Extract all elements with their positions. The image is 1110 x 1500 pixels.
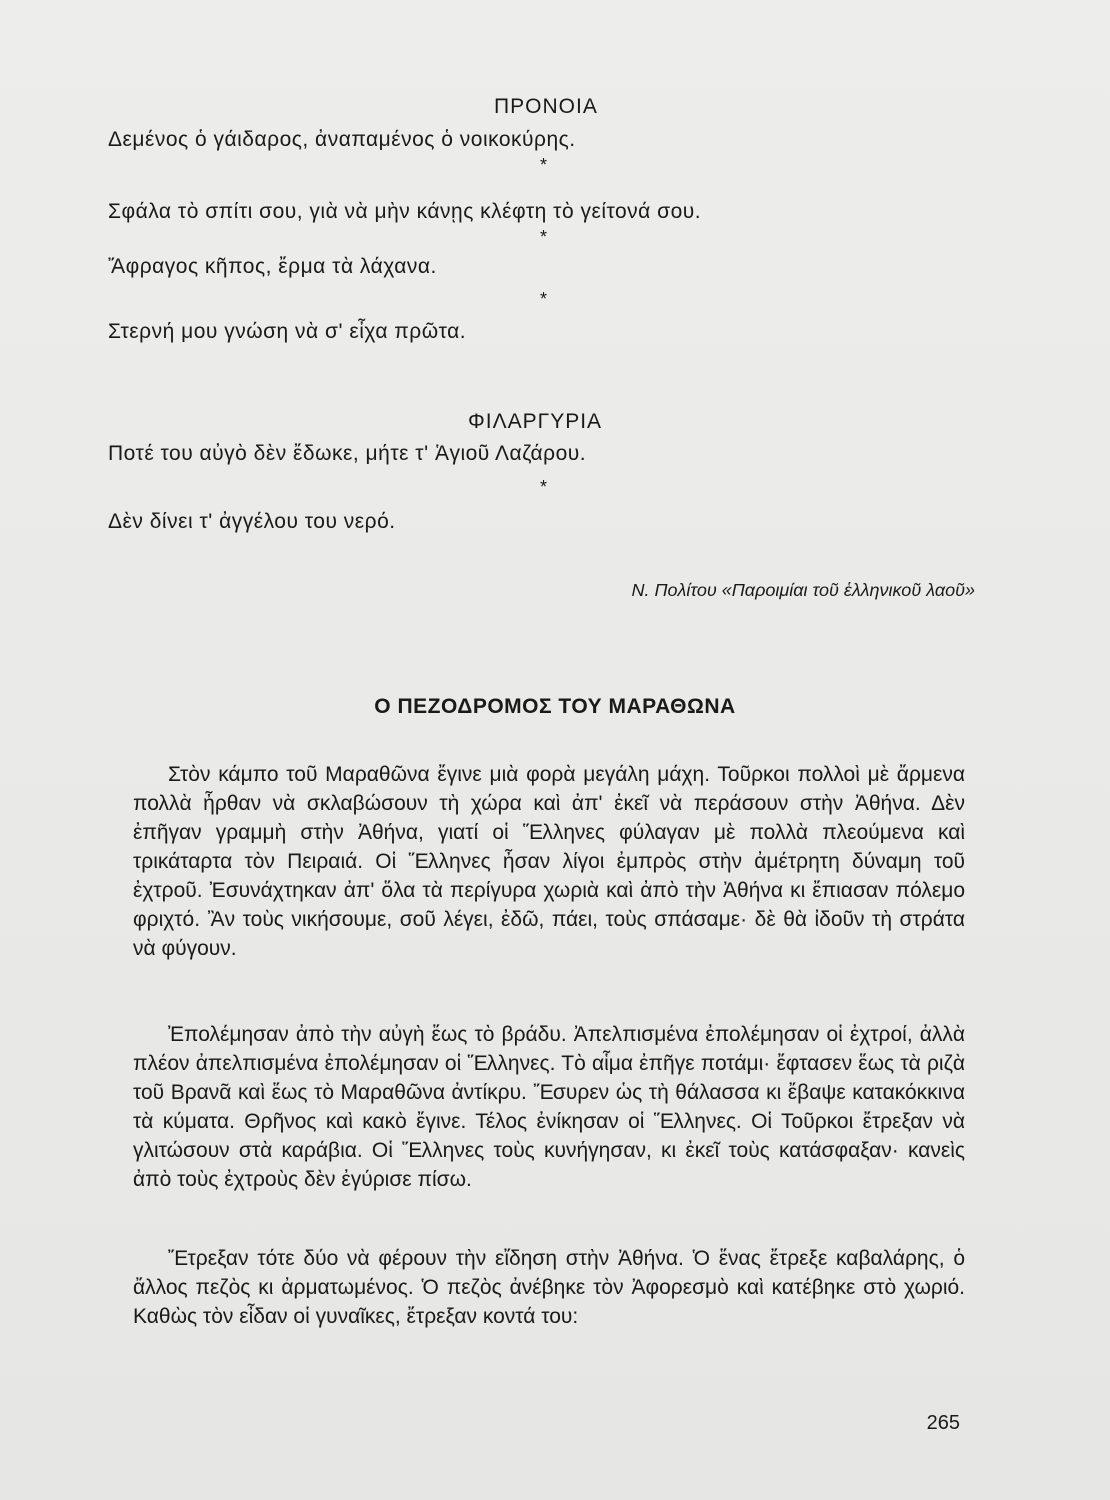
separator-star: * [540,289,548,309]
page-number: 265 [926,1412,960,1434]
source-citation: Ν. Πολίτου «Παροιμίαι τοῦ ἑλληνικοῦ λαοῦ» [631,580,975,600]
proverb-line: Ποτέ του αὐγὸ δὲν ἔδωκε, μήτε τ' Ἁγιοῦ Λαζάρου. [108,442,587,465]
story-paragraph: Ἐπολέμησαν ἀπὸ τὴν αὐγὴ ἕως τὸ βράδυ. Ἀπελπισμένα ἐπολέμησαν οἱ ἐχτροί, ἀλλὰ πλέον ἀπελπισμένα ἐπολέμησαν οἱ Ἕλληνες. Τὸ αἷμα ἐπῆγε ποτάμι· ἔφτασεν ἕως τὰ ριζὰ τοῦ Βρανᾶ καὶ ἕως τὸ Μαραθῶνα ἀντίκρυ. Ἔσυρεν ὡς τὴ θάλασσα κι ἔβαψε κατακόκκινα τὰ κύματα. Θρῆνος καὶ κακὸ ἔγινε. Τέλος ἐνίκησαν οἱ Ἕλληνες. Οἱ Τοῦρκοι ἔτρεξαν νὰ γλιτώσουν στὰ καράβια. Οἱ Ἕλληνες τοὺς κυνήγησαν, κι ἐκεῖ τοὺς κατάσφαξαν· κανεὶς ἀπὸ τοὺς ἐχτροὺς δὲν ἐγύρισε πίσω. [133,1023,965,1191]
separator-star: * [540,477,548,497]
proverb-line: Στερνή μου γνώση νὰ σ' εἶχα πρῶτα. [108,320,467,343]
proverb-line: Σφάλα τὸ σπίτι σου, γιὰ νὰ μὴν κάνῃς κλέφτη τὸ γείτονά σου. [108,200,702,223]
section-heading-filargyria: ΦΙΛΑΡΓΥΡΙΑ [468,410,603,433]
section-heading-pronoia: ΠΡΟΝΟΙΑ [494,95,598,118]
story-paragraph: Στὸν κάμπο τοῦ Μαραθῶνα ἔγινε μιὰ φορὰ μεγάλη μάχη. Τοῦρκοι πολλοὶ μὲ ἄρμενα πολλὰ ἦρθαν νὰ σκλαβώσουν τὴ χώρα καὶ ἀπ' ἐκεῖ νὰ περάσουν στὴν Ἀθήνα. Δὲν ἐπῆγαν γραμμὴ στὴν Ἀθήνα, γιατί οἱ Ἕλληνες φύλαγαν μὲ πολλὰ πλεούμενα καὶ τρικάταρτα τὸν Πειραιά. Οἱ Ἕλληνες ἦσαν λίγοι ἐμπρὸς στὴν ἀμέτρητη δύναμη τοῦ ἐχτροῦ. Ἐσυνάχτηκαν ἀπ' ὅλα τὰ περίγυρα χωριὰ καὶ ἀπὸ τὴν Ἀθήνα κι ἔπιασαν πόλεμο φριχτό. Ἂν τοὺς νικήσουμε, σοῦ λέγει, ἐδῶ, πάει, τοὺς σπάσαμε· δὲ θὰ ἰδοῦν τὴ στράτα νὰ φύγουν. [133,763,965,960]
story-title: Ο ΠΕΖΟΔΡΟΜΟΣ ΤΟΥ ΜΑΡΑΘΩΝΑ [374,695,736,718]
separator-star: * [540,155,548,175]
proverb-line: Δεμένος ὁ γάιδαρος, ἀναπαμένος ὁ νοικοκύρης. [108,128,576,151]
separator-star: * [540,227,548,247]
proverb-line: Ἄφραγος κῆπος, ἔρμα τὰ λάχανα. [108,255,437,278]
story-paragraph: Ἔτρεξαν τότε δύο νὰ φέρουν τὴν εἴδηση στὴν Ἀθήνα. Ὁ ἕνας ἔτρεξε καβαλάρης, ὁ ἄλλος πεζὸς κι ἀρματωμένος. Ὁ πεζὸς ἀνέβηκε τὸν Ἀφορεσμὸ καὶ κατέβηκε στὸ χωριό. Καθὼς τὸν εἶδαν οἱ γυναῖκες, ἔτρεξαν κοντά του: [133,1247,965,1328]
proverb-line: Δὲν δίνει τ' ἀγγέλου του νερό. [108,510,396,533]
